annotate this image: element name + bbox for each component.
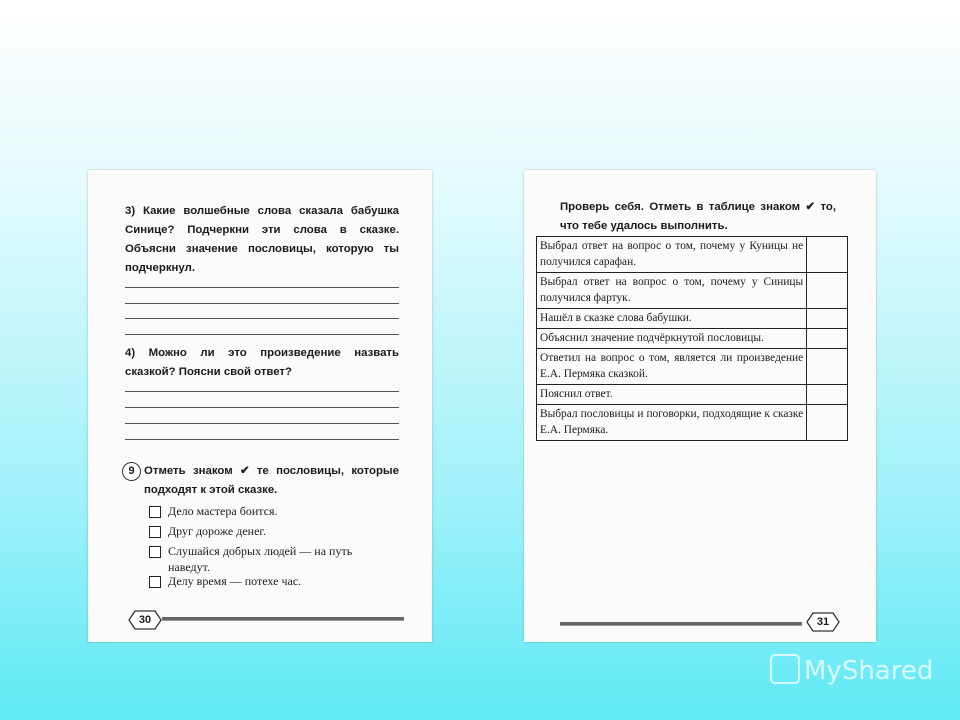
task-number-emblem: 9 bbox=[122, 462, 141, 481]
table-row bbox=[537, 309, 848, 329]
answer-line bbox=[125, 423, 399, 424]
page-number: 30 bbox=[128, 610, 162, 630]
table-row bbox=[537, 349, 848, 385]
table-cell-mark[interactable] bbox=[807, 329, 848, 349]
proverb-label: Друг дороже денег. bbox=[168, 524, 266, 538]
table-cell-mark[interactable] bbox=[807, 309, 848, 329]
table-cell-mark[interactable] bbox=[807, 405, 848, 441]
answer-line bbox=[125, 334, 399, 335]
self-check-text: Отметь в таблице знаком ✔ то, что тебе удалось выполнить. bbox=[560, 201, 837, 232]
self-check-table bbox=[536, 236, 848, 441]
table-cell-text: Выбрал пословицы и поговорки, подходящие к сказке Е.А. Пермяка. bbox=[537, 405, 807, 441]
table-cell-mark[interactable] bbox=[807, 273, 848, 309]
right-page bbox=[524, 170, 876, 642]
answer-line bbox=[125, 407, 399, 408]
left-page bbox=[88, 170, 432, 642]
question-3: 3) Какие волшебные слова сказала бабушка Синице? Подчеркни эти слова в сказке. Объясни значение пословицы, которую ты подчеркнул. bbox=[125, 205, 399, 274]
page-rule bbox=[560, 622, 802, 626]
task-5-instruction: Отметь знаком ✔ те пословицы, которые подходят к этой сказке. bbox=[144, 465, 399, 496]
table-cell-text: Выбрал ответ на вопрос о том, почему у Куницы не получился сарафан. bbox=[537, 237, 807, 273]
self-check-instruction bbox=[560, 198, 836, 236]
question-4: 4) Можно ли это произведение назвать сказкой? Поясни свой ответ? bbox=[125, 347, 399, 378]
page-rule bbox=[162, 617, 404, 621]
table-row bbox=[537, 385, 848, 405]
myshared-watermark: MyShared bbox=[770, 654, 933, 686]
table-cell-text: Нашёл в сказке слова бабушки. bbox=[537, 309, 807, 329]
table-cell-mark[interactable] bbox=[807, 385, 848, 405]
proverb-label: Делу время — потехе час. bbox=[168, 574, 302, 588]
table-cell-mark[interactable] bbox=[807, 237, 848, 273]
proverb-checkbox[interactable] bbox=[149, 526, 161, 538]
table-row bbox=[537, 329, 848, 349]
proverb-checkbox[interactable] bbox=[149, 576, 161, 588]
answer-line bbox=[125, 391, 399, 392]
table-row bbox=[537, 237, 848, 273]
table-cell-text: Пояснил ответ. bbox=[537, 385, 807, 405]
table-cell-mark[interactable] bbox=[807, 349, 848, 385]
page-number: 31 bbox=[806, 612, 840, 632]
proverb-checkbox[interactable] bbox=[149, 506, 161, 518]
table-row bbox=[537, 273, 848, 309]
myshared-logo-icon bbox=[770, 654, 800, 684]
answer-line bbox=[125, 287, 399, 288]
self-check-title: Проверь себя. bbox=[560, 201, 644, 213]
table-cell-text: Ответил на вопрос о том, является ли произведение Е.А. Пермяка сказкой. bbox=[537, 349, 807, 385]
answer-line bbox=[125, 439, 399, 440]
answer-line bbox=[125, 318, 399, 319]
table-cell-text: Выбрал ответ на вопрос о том, почему у Синицы получился фартук. bbox=[537, 273, 807, 309]
proverb-checkbox[interactable] bbox=[149, 546, 161, 558]
table-row bbox=[537, 405, 848, 441]
answer-line bbox=[125, 303, 399, 304]
proverb-label: Слушайся добрых людей — на путь наведут. bbox=[168, 544, 353, 574]
proverb-label: Дело мастера боится. bbox=[168, 504, 278, 518]
table-cell-text: Объяснил значение подчёркнутой пословицы. bbox=[537, 329, 807, 349]
